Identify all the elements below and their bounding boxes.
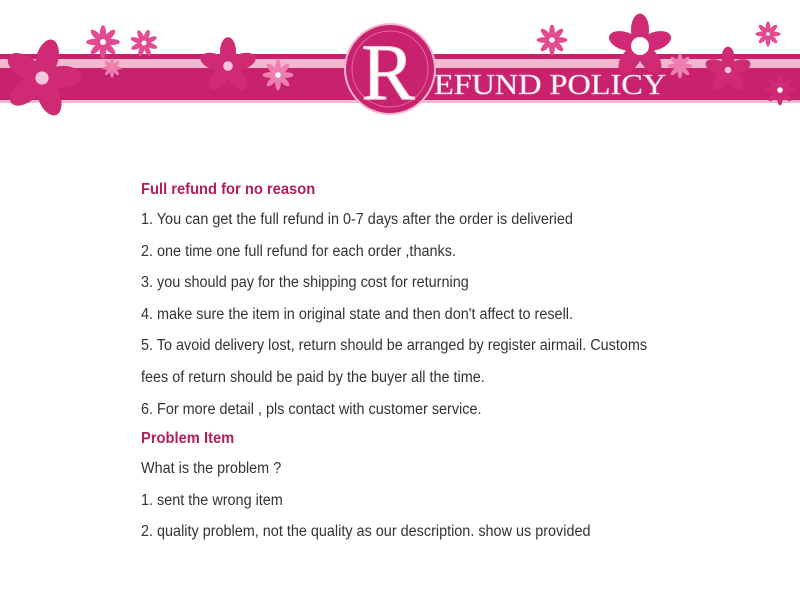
policy-line: 1. You can get the full refund in 0-7 days after the order is deliveried [141, 211, 573, 228]
refund-policy-banner [0, 0, 800, 130]
policy-line: 2. one time one full refund for each order ,thanks. [141, 242, 456, 260]
policy-content [141, 176, 741, 548]
flower-icon [667, 53, 692, 78]
policy-line: fees of return should be paid by the buyer all the time. [141, 368, 485, 386]
policy-line: 2. quality problem, not the quality as our description. show us provided [141, 523, 591, 541]
policy-line: 6. For more detail , pls contact with customer service. [141, 400, 482, 418]
policy-line: What is the problem ? [141, 460, 282, 478]
flower-icon [755, 21, 780, 46]
banner-graphic [0, 0, 800, 130]
flower-icon [765, 75, 796, 106]
section-heading: Problem Item [141, 430, 235, 448]
flower-icon [102, 58, 122, 78]
flower-icon [537, 25, 568, 56]
policy-line: 4. make sure the item in original state and then don't affect to resell. [141, 305, 573, 323]
flower-icon [263, 60, 294, 91]
policy-line: 3. you should pay for the shipping cost for returning [141, 274, 469, 292]
policy-line: 5. To avoid delivery lost, return should be arranged by register airmail. Customs [141, 337, 648, 355]
section-heading: Full refund for no reason [141, 181, 316, 198]
title-rest: EFUND POLICY [434, 69, 667, 101]
policy-line: 1. sent the wrong item [141, 491, 283, 509]
title-initial: R [361, 29, 415, 117]
flower-icon [86, 25, 120, 59]
